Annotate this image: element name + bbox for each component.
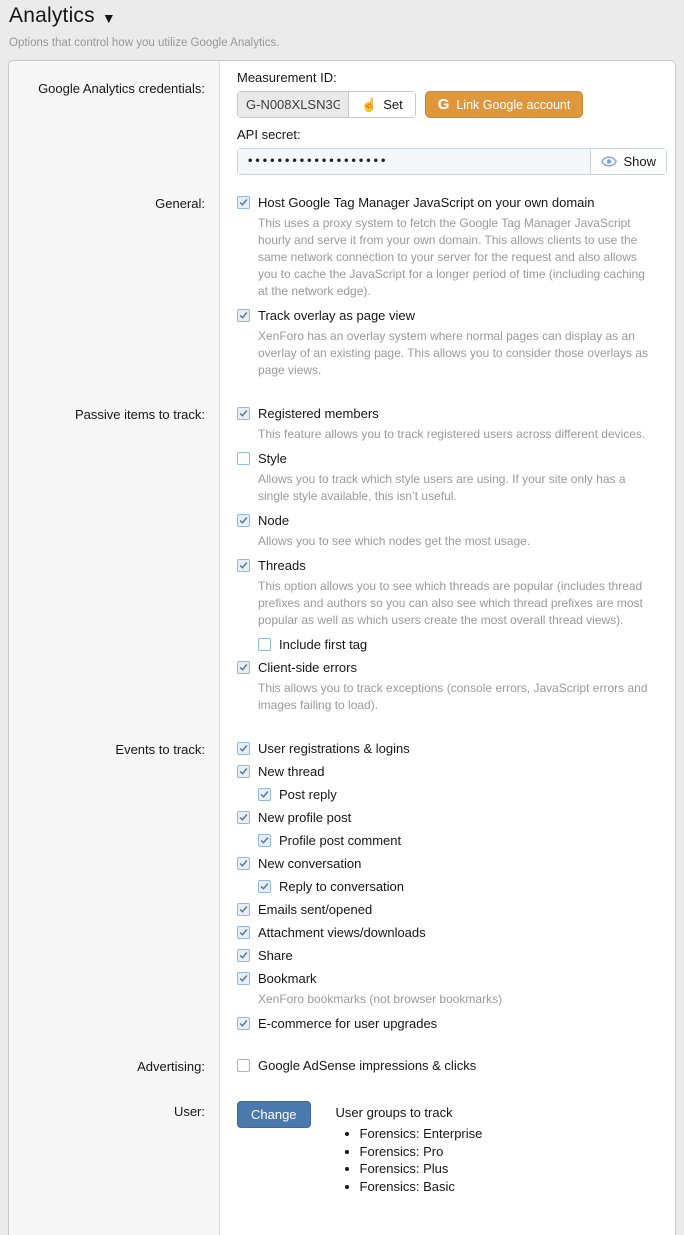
checkbox-host-google-tag-manager-javascript-on-your-own-domain[interactable] xyxy=(237,194,667,211)
checkbox-checked-icon[interactable] xyxy=(237,811,250,824)
set-button-label: Set xyxy=(383,97,403,112)
row-content-user xyxy=(220,1093,675,1235)
link-google-label: Link Google account xyxy=(456,97,571,112)
checkbox-item xyxy=(237,855,667,872)
checkbox-checked-icon[interactable] xyxy=(237,514,250,527)
checkbox-registered-members[interactable] xyxy=(237,405,667,422)
checkbox-item xyxy=(258,832,667,849)
checkbox-item xyxy=(237,809,667,826)
checkbox-checked-icon[interactable] xyxy=(237,903,250,916)
checkbox-user-registrations-logins[interactable] xyxy=(237,740,667,757)
checkbox-label: Post reply xyxy=(279,787,337,802)
checkbox-item xyxy=(258,636,667,653)
eye-icon xyxy=(601,156,617,167)
measurement-id-group xyxy=(237,91,416,118)
checkbox-label: Registered members xyxy=(258,406,379,421)
checkbox-description: This feature allows you to track registered users across different devices. xyxy=(258,427,646,441)
checkbox-unchecked-icon[interactable] xyxy=(237,452,250,465)
checkbox-checked-icon[interactable] xyxy=(237,857,250,870)
checkbox-label: Node xyxy=(258,513,290,528)
checkbox-track-overlay-as-page-view[interactable] xyxy=(237,307,667,324)
measurement-id-input[interactable] xyxy=(238,92,348,117)
pointer-hand-icon: ☝ xyxy=(361,97,378,112)
checkbox-item xyxy=(237,1057,667,1074)
checkbox-item xyxy=(237,450,667,505)
row-label-passive-items-to-track: Passive items to track: xyxy=(74,407,205,422)
checkbox-new-conversation[interactable] xyxy=(237,855,667,872)
checkbox-label: Threads xyxy=(258,558,306,573)
checkbox-item xyxy=(237,763,667,780)
link-google-account-button[interactable] xyxy=(425,91,584,118)
checkbox-style[interactable] xyxy=(237,450,667,467)
checkbox-client-side-errors[interactable] xyxy=(237,659,667,676)
checkbox-item xyxy=(237,970,667,1008)
checkbox-description: This option allows you to see which threads are popular (includes thread prefixes and authors so you can also see which thread prefixes are most popular as well as which users create the most overall thread views). xyxy=(258,579,643,627)
user-groups-title: User groups to track xyxy=(335,1105,453,1120)
checkbox-google-adsense-impressions-clicks[interactable] xyxy=(237,1057,667,1074)
checkbox-node[interactable] xyxy=(237,512,667,529)
checkbox-checked-icon[interactable] xyxy=(237,949,250,962)
checkbox-attachment-views-downloads[interactable] xyxy=(237,924,667,941)
checkbox-profile-post-comment[interactable] xyxy=(258,832,667,849)
checkbox-item xyxy=(237,405,667,443)
row-label-general: General: xyxy=(155,196,205,211)
row-label-user: User: xyxy=(173,1104,205,1119)
row-content-credentials xyxy=(220,61,675,188)
checkbox-new-profile-post[interactable] xyxy=(237,809,667,826)
row-content-general xyxy=(220,188,675,399)
checkbox-label: Emails sent/opened xyxy=(258,902,373,917)
checkbox-label: Style xyxy=(258,451,287,466)
checkbox-share[interactable] xyxy=(237,947,667,964)
checkbox-label: Include first tag xyxy=(279,637,368,652)
checkbox-checked-icon[interactable] xyxy=(237,309,250,322)
options-panel xyxy=(8,60,676,1235)
checkbox-checked-icon[interactable] xyxy=(237,407,250,420)
checkbox-description: This allows you to track exceptions (console errors, JavaScript errors and images failing to load). xyxy=(258,681,648,712)
api-secret-input[interactable] xyxy=(238,149,590,174)
checkbox-label: Bookmark xyxy=(258,971,317,986)
user-group-item: • Forensics: Pro xyxy=(360,1143,483,1161)
checkbox-e-commerce-for-user-upgrades[interactable] xyxy=(237,1015,667,1032)
checkbox-include-first-tag[interactable] xyxy=(258,636,667,653)
checkbox-checked-icon[interactable] xyxy=(237,196,250,209)
checkbox-item xyxy=(237,1015,667,1032)
user-groups-list xyxy=(340,1125,483,1195)
checkbox-description: Allows you to track which style users are using. If your site only has a single style available, this isn’t useful. xyxy=(258,472,626,503)
row-label-events-to-track: Events to track: xyxy=(115,742,205,757)
checkbox-checked-icon[interactable] xyxy=(237,926,250,939)
user-group-item: • Forensics: Basic xyxy=(360,1178,483,1196)
checkbox-label: E-commerce for user upgrades xyxy=(258,1016,438,1031)
api-secret-group xyxy=(237,148,667,175)
checkbox-label: Track overlay as page view xyxy=(258,308,416,323)
checkbox-post-reply[interactable] xyxy=(258,786,667,803)
checkbox-unchecked-icon[interactable] xyxy=(237,1059,250,1072)
checkbox-emails-sent-opened[interactable] xyxy=(237,901,667,918)
checkbox-checked-icon[interactable] xyxy=(237,1017,250,1030)
checkbox-reply-to-conversation[interactable] xyxy=(258,878,667,895)
checkbox-bookmark[interactable] xyxy=(237,970,667,987)
checkbox-label: New profile post xyxy=(258,810,352,825)
checkbox-item xyxy=(258,878,667,895)
checkbox-checked-icon[interactable] xyxy=(258,788,271,801)
checkbox-description: XenForo has an overlay system where normal pages can display as an overlay of an existing page. This allows you to consider those overlays as page views. xyxy=(258,329,648,377)
checkbox-label: Attachment views/downloads xyxy=(258,925,426,940)
checkbox-item xyxy=(237,947,667,964)
page-header xyxy=(0,0,684,49)
checkbox-label: New conversation xyxy=(258,856,362,871)
checkbox-label: Google AdSense impressions & clicks xyxy=(258,1058,477,1073)
checkbox-new-thread[interactable] xyxy=(237,763,667,780)
api-secret-label: API secret: xyxy=(237,127,301,142)
checkbox-item xyxy=(237,557,667,629)
user-group-item: • Forensics: Plus xyxy=(360,1160,483,1178)
checkbox-item xyxy=(237,924,667,941)
checkbox-item xyxy=(237,307,667,379)
checkbox-threads[interactable] xyxy=(237,557,667,574)
checkbox-item xyxy=(237,740,667,757)
row-label-credentials: Google Analytics credentials: xyxy=(38,81,205,96)
checkbox-label: New thread xyxy=(258,764,325,779)
row-label-advertising: Advertising: xyxy=(137,1059,205,1074)
checkbox-checked-icon[interactable] xyxy=(258,834,271,847)
checkbox-checked-icon[interactable] xyxy=(237,972,250,985)
checkbox-label: Host Google Tag Manager JavaScript on your own domain xyxy=(258,195,595,210)
row-content-events-to-track xyxy=(220,734,675,1051)
checkbox-unchecked-icon[interactable] xyxy=(258,638,271,651)
checkbox-description: XenForo bookmarks (not browser bookmarks) xyxy=(258,992,503,1006)
page-title-menu[interactable] xyxy=(9,4,674,28)
row-content-passive-items-to-track xyxy=(220,399,675,734)
google-g-icon: G xyxy=(437,96,450,113)
checkbox-checked-icon[interactable] xyxy=(258,880,271,893)
measurement-id-label: Measurement ID: xyxy=(237,70,337,85)
set-button[interactable] xyxy=(348,92,415,117)
page-subtitle: Options that control how you utilize Google Analytics. xyxy=(9,37,280,49)
checkbox-checked-icon[interactable] xyxy=(237,661,250,674)
checkbox-label: Client-side errors xyxy=(258,660,357,675)
checkbox-description: Allows you to see which nodes get the most usage. xyxy=(258,534,531,548)
chevron-down-icon: ▼ xyxy=(101,9,116,26)
row-content-advertising xyxy=(220,1051,675,1093)
user-group-item: • Forensics: Enterprise xyxy=(360,1125,483,1143)
checkbox-checked-icon[interactable] xyxy=(237,765,250,778)
checkbox-item xyxy=(258,786,667,803)
checkbox-label: Reply to conversation xyxy=(279,879,405,894)
checkbox-label: User registrations & logins xyxy=(258,741,410,756)
checkbox-checked-icon[interactable] xyxy=(237,559,250,572)
change-user-groups-button[interactable]: Change xyxy=(237,1101,311,1128)
checkbox-label: Share xyxy=(258,948,293,963)
checkbox-checked-icon[interactable] xyxy=(237,742,250,755)
show-button-label: Show xyxy=(623,154,656,169)
checkbox-item xyxy=(237,659,667,714)
checkbox-label: Profile post comment xyxy=(279,833,402,848)
checkbox-item xyxy=(237,194,667,300)
page-title: Analytics xyxy=(9,4,95,27)
show-secret-button[interactable] xyxy=(590,149,666,174)
checkbox-item xyxy=(237,901,667,918)
checkbox-item xyxy=(237,512,667,550)
checkbox-description: This uses a proxy system to fetch the Google Tag Manager JavaScript hourly and serve it from your own domain. This allows clients to use the same network connection to your server for the request and also allows you to cache the JavaScript for a longer period of time (including caching at the network edge). xyxy=(258,216,645,298)
